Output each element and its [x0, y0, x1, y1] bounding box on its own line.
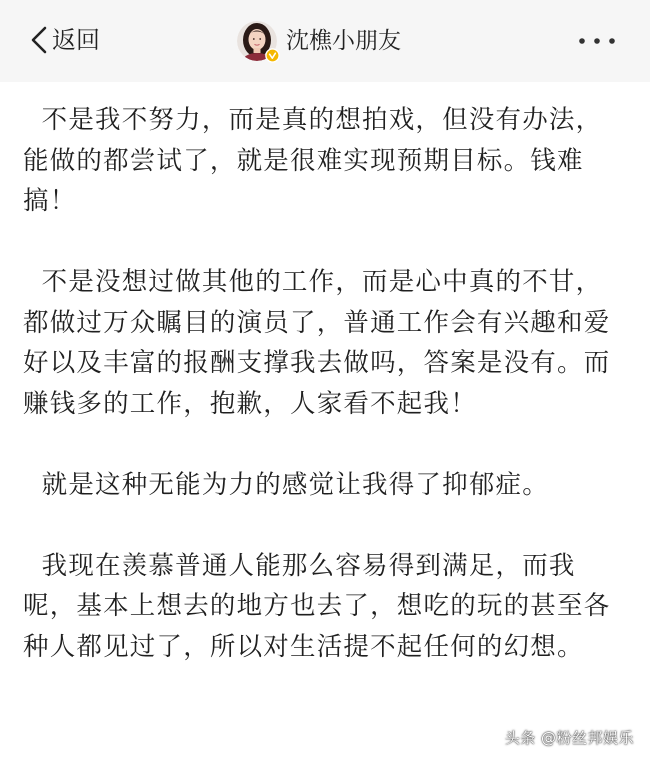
more-horizontal-icon[interactable] [570, 26, 626, 56]
back-button[interactable] [28, 20, 100, 60]
back-label: 返回 [52, 26, 100, 54]
post-paragraph: 不是没想过做其他的工作，而是心中真的不甘，都做过万众瞩目的演员了，普通工作会有兴趣和爱好以及丰富的报酬支撑我去做吗，答案是没有。而赚钱多的工作，抱歉，人家看不起我！ [23, 267, 611, 419]
watermark: 头条 @粉丝邦娱乐 [504, 729, 634, 747]
verified-badge-icon [265, 48, 280, 63]
post-body [23, 100, 627, 667]
post-paragraph: 就是这种无能为力的感觉让我得了抑郁症。 [23, 469, 549, 500]
post-paragraph: 我现在羡慕普通人能那么容易得到满足，而我呢，基本上想去的地方也去了，想吃的玩的甚至各种人都见过了，所以对生活提不起任何的幻想。 [23, 550, 611, 662]
post-paragraph: 不是我不努力，而是真的想拍戏，但没有办法，能做的都尝试了，就是很难实现预期目标。钱难搞！ [23, 105, 603, 216]
chevron-left-icon [28, 25, 50, 55]
avatar-container[interactable] [237, 21, 277, 61]
profile-title[interactable] [237, 19, 401, 63]
post-content [0, 82, 650, 760]
profile-nickname[interactable]: 沈樵小朋友 [286, 28, 401, 54]
top-navigation-bar [0, 0, 650, 82]
